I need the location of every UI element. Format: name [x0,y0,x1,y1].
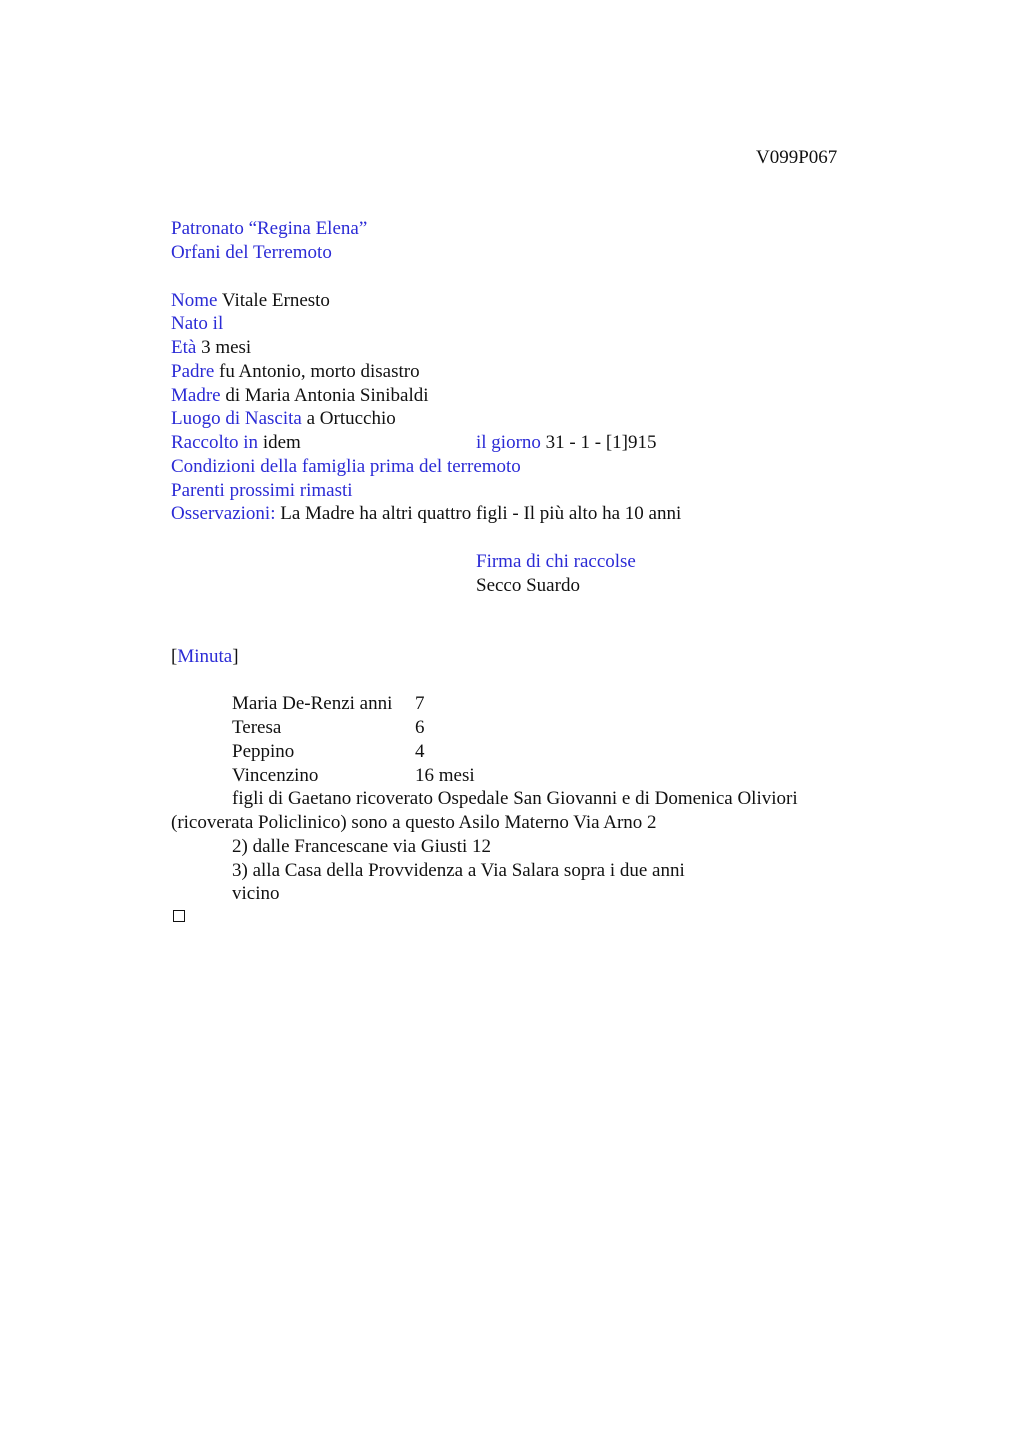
child-age: 16 mesi [415,765,475,786]
bracket-close: ] [232,646,239,667]
minuta-text-line: 3) alla Casa della Provvidenza a Via Salara sopra i due anni [232,860,685,881]
field-label: Condizioni della famiglia prima del terremoto [171,456,521,477]
field-madre [171,385,429,407]
child-name: Vincenzino [232,765,319,786]
minuta-text-line: figli di Gaetano ricoverato Ospedale San Giovanni e di Domenica Oliviori [232,788,798,809]
field-value: 3 mesi [201,337,252,358]
field-label: Osservazioni: [171,503,276,524]
minuta-text-line: (ricoverata Policlinico) sono a questo Asilo Materno Via Arno 2 [171,812,657,833]
field-padre [171,361,420,383]
field-label: Età [171,337,197,358]
field-value: Vitale Ernesto [221,290,330,311]
child-age: 4 [415,741,425,762]
field-value: a Ortucchio [306,408,396,429]
minuta-text-line: vicino [232,883,280,904]
child-name: Maria De-Renzi anni [232,693,393,714]
bracket-open: [ [171,646,178,667]
field-label: il giorno [476,432,541,453]
field-nome [171,290,330,312]
field-giorno [476,432,656,454]
field-label: Luogo di Nascita [171,408,302,429]
field-label: Madre [171,385,221,406]
field-eta [171,337,251,359]
field-value: fu Antonio, morto disastro [219,361,420,382]
field-value: La Madre ha altri quattro figli - Il più alto ha 10 anni [280,503,682,524]
field-luogo [171,408,396,430]
field-condizioni [171,456,521,478]
field-label: Nome [171,290,218,311]
child-age: 6 [415,717,425,738]
header-patronato: Patronato “Regina Elena” [171,218,368,239]
signature-label: Firma di chi raccolse [476,551,636,572]
field-raccolto [171,432,301,454]
field-osservazioni [171,503,681,525]
signature-name: Secco Suardo [476,575,580,596]
header-orfani: Orfani del Terremoto [171,242,332,263]
child-age: 7 [415,693,425,714]
minuta-heading [171,646,239,668]
child-name: Teresa [232,717,282,738]
field-value: idem [262,432,301,453]
minuta-label: Minuta [177,646,233,667]
page-code: V099P067 [756,147,838,168]
child-name: Peppino [232,741,295,762]
field-label: Padre [171,361,215,382]
field-label: Nato il [171,313,224,334]
empty-square-icon [173,910,185,922]
field-value: di Maria Antonia Sinibaldi [225,385,429,406]
field-value: 31 - 1 - [1]915 [545,432,657,453]
minuta-text-line: 2) dalle Francescane via Giusti 12 [232,836,492,857]
field-label: Raccolto in [171,432,259,453]
field-parenti [171,480,353,502]
field-nato [171,313,223,335]
field-label: Parenti prossimi rimasti [171,480,353,501]
